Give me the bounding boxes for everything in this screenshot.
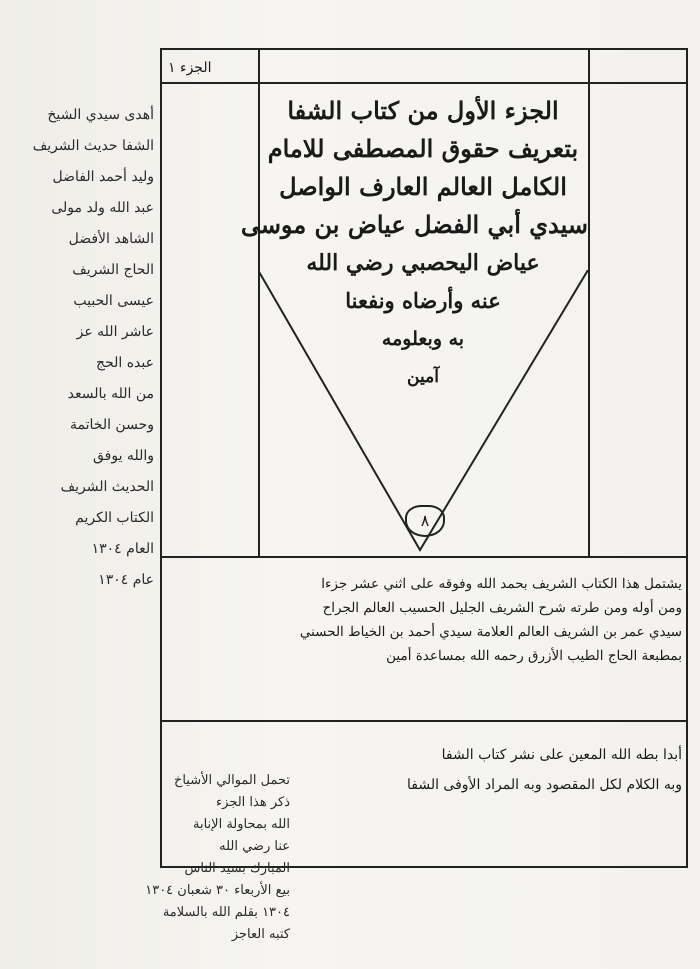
margin-line: والله يوفق: [92, 448, 154, 464]
title-line: به وبعلومه: [381, 328, 465, 350]
title-line: بتعريف حقوق المصطفى للامام: [267, 134, 579, 163]
verse-line: وبه الكلام لكل المقصود وبه المراد الأوفى الشفا: [406, 777, 682, 793]
margin-line: عبده الحج: [96, 355, 154, 371]
margin-line: الحاج الشريف: [72, 262, 154, 278]
margin-line: عبد الله ولد مولى: [51, 200, 154, 216]
seal-mark: ٨: [405, 505, 445, 537]
title-line: عنه وأرضاه ونفعنا: [345, 288, 501, 313]
bottom-note-line: تحمل الموالي الأشياخ: [173, 773, 290, 788]
frame-inner-right-rule: [588, 48, 590, 558]
bottom-note-line: عنا رضي الله: [219, 839, 290, 854]
description-line: يشتمل هذا الكتاب الشريف بحمد الله وفوقه على اثني عشر جزءا: [321, 576, 682, 592]
description-line: بمطبعة الحاج الطيب الأزرق رحمه الله بمساعدة أمين: [386, 648, 682, 664]
bottom-notes: [40, 770, 290, 946]
margin-line: الحديث الشريف: [60, 479, 154, 495]
title-line: سيدي أبي الفضل عياض بن موسى: [240, 210, 588, 239]
title-line: عياض اليحصبي رضي الله: [306, 250, 540, 276]
margin-line: من الله بالسعد: [67, 386, 154, 402]
bottom-note-line: المبارك بسيد الناس: [184, 861, 290, 876]
description-line: ومن أوله ومن طرته شرح الشريف الجليل الحسيب العالم الجراح: [322, 600, 682, 616]
frame-middle-rule: [160, 556, 688, 558]
margin-line: الشاهد الأفضل: [68, 231, 154, 247]
margin-line: الشفا حديث الشريف: [32, 138, 154, 154]
margin-line: وليد أحمد الفاضل: [52, 169, 154, 185]
title-line: الجزء الأول من كتاب الشفا: [287, 96, 559, 125]
description-line: سيدي عمر بن الشريف العالم العلامة سيدي أحمد بن الخياط الحسني: [299, 624, 682, 640]
frame-lower-rule: [160, 720, 688, 722]
book-title: [240, 92, 588, 396]
margin-line: الكتاب الكريم: [75, 510, 154, 526]
corner-note: الجزء ١: [168, 60, 212, 76]
description-block: [166, 572, 682, 668]
margin-line: عيسى الحبيب: [73, 293, 154, 309]
bottom-note-line: بيع الأربعاء ٣٠ شعبان ١٣٠٤: [145, 883, 290, 898]
margin-line: العام ١٣٠٤: [91, 541, 154, 557]
margin-line: عام ١٣٠٤: [98, 572, 154, 588]
title-line: آمين: [407, 367, 439, 387]
bottom-note-line: ١٣٠٤ بقلم الله بالسلامة: [162, 905, 290, 920]
margin-line: وحسن الخاتمة: [70, 417, 154, 433]
title-line: الكامل العالم العارف الواصل: [279, 172, 567, 201]
frame-top-rule: [160, 82, 688, 84]
bottom-note-line: ذكر هذا الجزء: [216, 795, 290, 810]
verse-line: أبدا بطه الله المعين على نشر كتاب الشفا: [441, 747, 682, 763]
margin-notes: [4, 100, 154, 596]
bottom-note-line: كتبه العاجز: [231, 927, 290, 942]
margin-line: عاشر الله عز: [76, 324, 154, 340]
margin-line: أهدى سيدي الشيخ: [47, 107, 154, 123]
bottom-note-line: الله بمحاولة الإنابة: [193, 817, 290, 832]
